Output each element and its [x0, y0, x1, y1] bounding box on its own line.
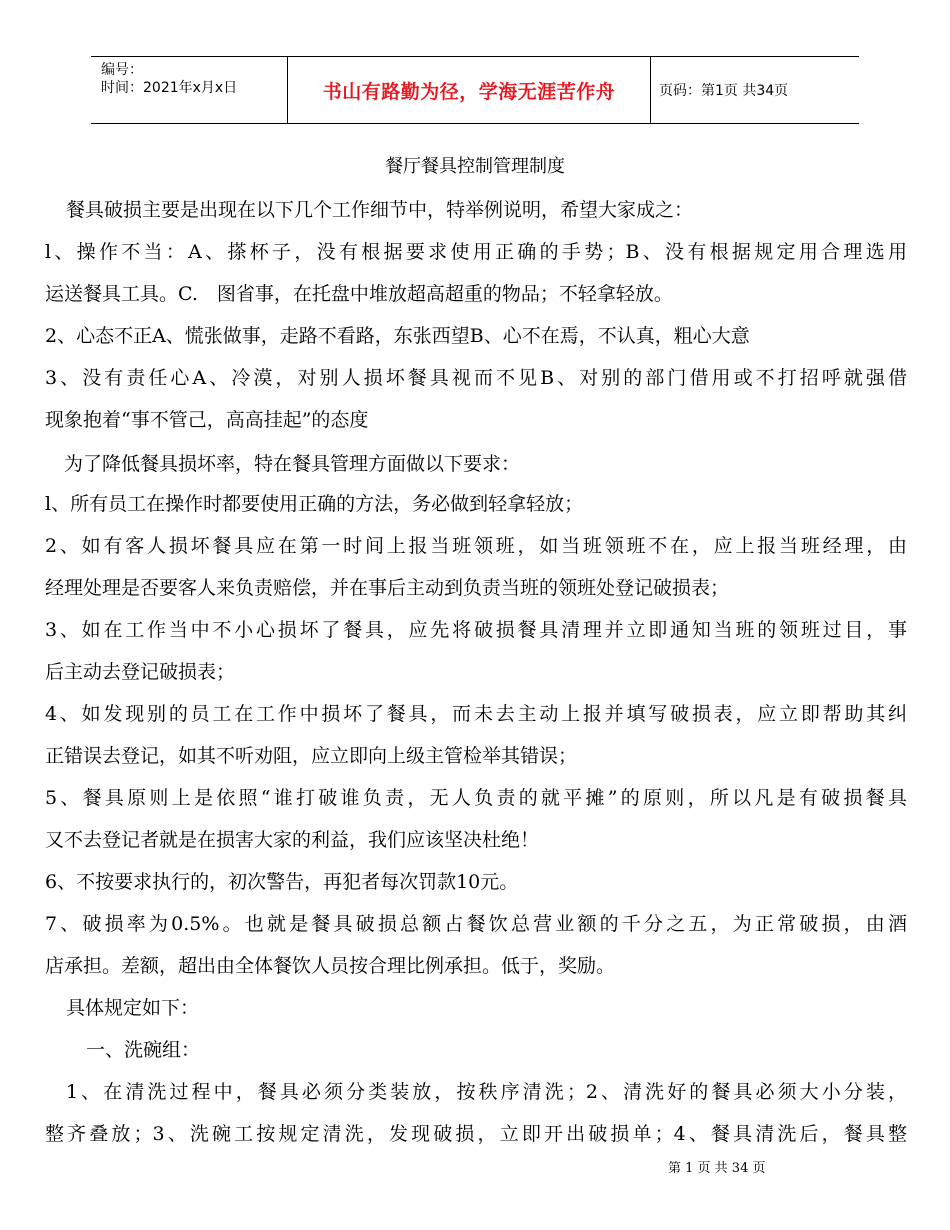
requirement-3-line-2: 后主动去登记破损表；: [45, 661, 236, 683]
section-one-line-1: 1、在清洗过程中，餐具必须分类装放，按秩序清洗；2、清洗好的餐具必须大小分装，: [66, 1081, 907, 1103]
requirements-intro: 为了降低餐具损坏率，特在餐具管理方面做以下要求：: [64, 453, 521, 475]
requirement-4-line-1: 4、如发现别的员工在工作中损坏了餐具，而未去主动上报并填写破损表，应立即帮助其纠: [45, 703, 907, 725]
requirement-6-line-1: 6、不按要求执行的，初次警告，再犯者每次罚款10元。: [45, 871, 519, 893]
requirement-5-line-2: 又不去登记者就是在损害大家的利益，我们应该坚决杜绝！: [45, 829, 540, 851]
document-header: [91, 56, 859, 124]
requirement-3-line-1: 3、如在工作当中不小心损坏了餐具，应先将破损餐具清理并立即通知当班的领班过目，事: [45, 619, 907, 641]
rules-intro: 具体规定如下：: [66, 997, 200, 1019]
cause-1-line-1: l、操作不当：A、搽杯子，没有根据要求使用正确的手势；B、没有根据规定用合理选用: [45, 241, 907, 263]
header-meta: [91, 57, 287, 123]
requirement-7-line-1: 7、破损率为0.5%。也就是餐具破损总额占餐饮总营业额的千分之五，为正常破损，由酒: [45, 913, 907, 935]
cause-1-line-2: 运送餐具工具。C. 图省事，在托盘中堆放超高超重的物品；不轻拿轻放。: [45, 283, 673, 305]
requirement-5-line-1: 5、餐具原则上是依照“谁打破谁负责，无人负责的就平摊”的原则，所以凡是有破损餐具: [45, 787, 907, 809]
page-info-text: 页码：第1页 共34页: [659, 83, 789, 99]
requirement-4-line-2: 正错误去登记，如其不听劝阻，应立即向上级主管检举其错误；: [45, 745, 578, 767]
requirement-1-line-1: l、所有员工在操作时都要使用正确的方法，务必做到轻拿轻放；: [45, 493, 584, 515]
header-motto-cell: [287, 57, 651, 123]
header-page-info: [659, 57, 859, 123]
page-footer: 第 1 页 共 34 页: [668, 1161, 766, 1176]
cause-3-line-2: 现象抱着“事不管己，高高挂起”的态度: [45, 409, 369, 431]
requirement-7-line-2: 店承担。差额，超出由全体餐饮人员按合理比例承担。低于，奖励。: [45, 955, 616, 977]
number-label: 编号：: [101, 62, 143, 78]
time-line: 时间：2021年x月x日: [101, 80, 238, 96]
motto-text: 书山有路勤为径，学海无涯苦作舟: [322, 80, 616, 103]
cause-3-line-1: 3、没有责任心A、冷漠，对别人损坏餐具视而不见B、对别的部门借用或不打招呼就强借: [45, 367, 907, 389]
section-one-heading: 一、洗碗组：: [86, 1039, 201, 1061]
intro-paragraph: 餐具破损主要是出现在以下几个工作细节中，特举例说明，希望大家成之：: [66, 199, 694, 221]
requirement-2-line-2: 经理处理是否要客人来负责赔偿，并在事后主动到负责当班的领班处登记破损表；: [45, 577, 730, 599]
document-title: 餐厅餐具控制管理制度: [385, 156, 565, 177]
section-one-line-2: 整齐叠放；3、洗碗工按规定清洗，发现破损，立即开出破损单；4、餐具清洗后，餐具整: [45, 1123, 907, 1145]
requirement-2-line-1: 2、如有客人损坏餐具应在第一时间上报当班领班，如当班领班不在，应上报当班经理，由: [45, 535, 907, 557]
cause-2-line-1: 2、心态不正A、慌张做事，走路不看路，东张西望B、心不在焉，不认真，粗心大意: [45, 325, 750, 347]
